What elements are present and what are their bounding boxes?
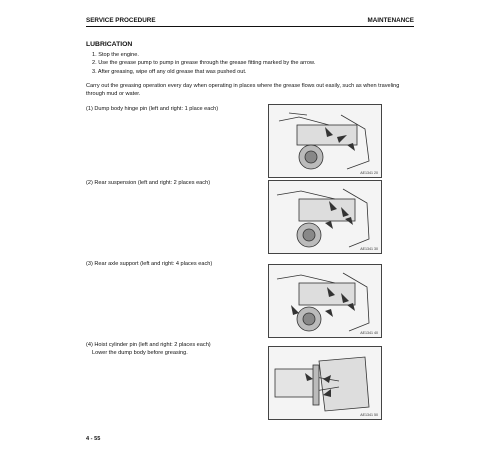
figure-code: AE1341 50 [360, 413, 378, 417]
intro-paragraph: Carry out the greasing operation every day when operating in places where the grease flows out easily, such as when traveling through mud or water. [86, 83, 400, 98]
page-number: 4 - 55 [86, 436, 101, 442]
item-caption [86, 260, 212, 268]
illustration-drawing [269, 347, 381, 419]
illustration-drawing [269, 265, 381, 337]
header-chapter-label: MAINTENANCE [367, 17, 414, 24]
step-item: 2. Use the grease pump to pump in grease through the grease fitting marked by the arrow. [92, 60, 316, 67]
illustration-drawing [269, 181, 381, 253]
figure-code: AE1341 20 [360, 171, 378, 175]
lubrication-point-illustration [268, 346, 382, 420]
header-section-label: SERVICE PROCEDURE [86, 17, 156, 24]
figure-code: AE1341 30 [360, 247, 378, 251]
step-item: 1. Stop the engine. [92, 52, 139, 58]
item-caption-text: (4) Hoist cylinder pin (left and right: 2 places each) [86, 342, 211, 348]
lubrication-point-illustration [268, 180, 382, 254]
step-item: 3. After greasing, wipe off any old grease that was pushed out. [92, 68, 247, 75]
item-caption [86, 179, 210, 187]
lubrication-point-illustration [268, 104, 382, 178]
illustration-drawing [269, 105, 381, 177]
section-title: LUBRICATION [86, 41, 133, 48]
procedure-steps [92, 51, 315, 76]
item-caption-text: (1) Dump body hinge pin (left and right: 1 place each) [86, 106, 219, 112]
item-note: Lower the dump body before greasing. [92, 350, 188, 357]
item-caption [86, 341, 211, 358]
page-header [86, 14, 414, 27]
lubrication-point-illustration [268, 264, 382, 338]
figure-code: AE1341 40 [360, 331, 378, 335]
item-caption [86, 105, 218, 113]
item-caption-text: (2) Rear suspension (left and right: 2 places each) [86, 180, 211, 186]
item-caption-text: (3) Rear axle support (left and right: 4 places each) [86, 261, 213, 267]
